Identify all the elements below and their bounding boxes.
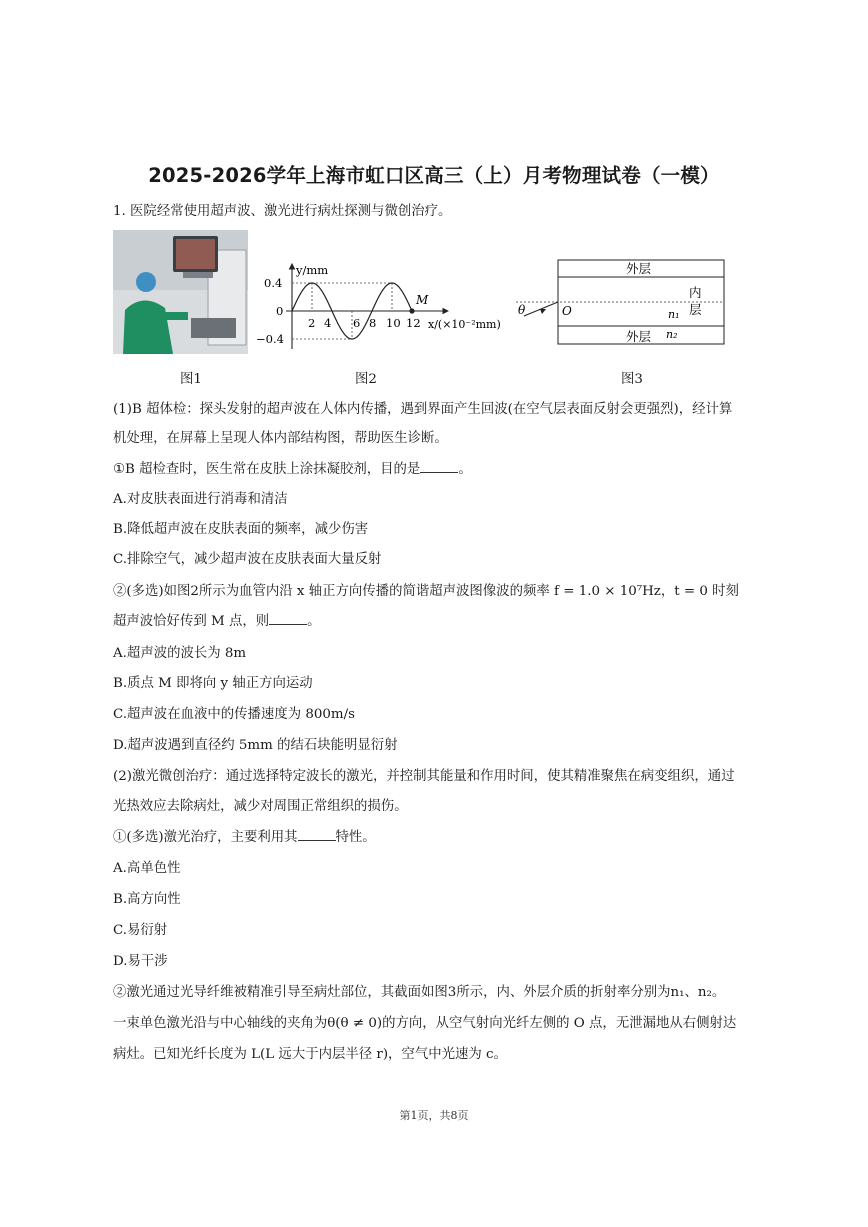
- part2-question-2-line-2: 一束单色激光沿与中心轴线的夹角为θ(θ ≠ 0)的方向，从空气射向光纤左侧的 O 点，无泄漏地从右侧射达: [113, 1016, 737, 1031]
- option-a: A.高单色性: [113, 861, 181, 876]
- n2-label: n₂: [666, 328, 678, 341]
- inner-layer-label-1: 内: [689, 285, 702, 300]
- point-m: [409, 308, 414, 313]
- page-title: 2025-2026学年上海市虹口区高三（上）月考物理试卷（一模）: [148, 164, 720, 187]
- x-tick-6: 6: [353, 316, 361, 330]
- option-c: C.易衍射: [113, 923, 168, 938]
- answer-blank: [298, 828, 336, 841]
- figure-2-wave-graph: [252, 256, 514, 356]
- option-a: A.超声波的波长为 8m: [113, 646, 247, 661]
- part1-question-2-end: 。: [307, 614, 321, 629]
- y-tick-neg-0-4: −0.4: [256, 332, 284, 346]
- page-footer: 第1页，共8页: [399, 1109, 469, 1122]
- part2-question-1-end: 特性。: [335, 830, 376, 845]
- option-c: C.超声波在血液中的传播速度为 800m/s: [113, 707, 355, 722]
- option-b: B.降低超声波在皮肤表面的频率，减少伤害: [113, 522, 369, 537]
- figure-3-optical-fiber: [506, 256, 728, 348]
- theta-label: θ: [518, 303, 526, 317]
- option-b: B.质点 M 即将向 y 轴正方向运动: [113, 676, 313, 691]
- part2-heading-cont: 光热效应去除病灶，减少对周围正常组织的损伤。: [113, 799, 408, 814]
- question-1-intro: 1. 医院经常使用超声波、激光进行病灶探测与微创治疗。: [113, 204, 452, 219]
- figure-1-photo: [113, 230, 248, 354]
- option-d: D.易干涉: [113, 954, 168, 969]
- option-c: C.排除空气，减少超声波在皮肤表面大量反射: [113, 552, 382, 567]
- answer-blank: [269, 612, 307, 625]
- figure-2-caption: 图2: [355, 372, 377, 387]
- y-tick-0: 0: [276, 304, 284, 318]
- part2-question-2-line-1: ②激光通过光导纤维被精准引导至病灶部位，其截面如图3所示，内、外层介质的折射率分别为n₁、n₂。: [113, 985, 726, 1000]
- part1-question-2-cont: [113, 612, 758, 632]
- part1-heading-cont: 机处理，在屏幕上呈现人体内部结构图，帮助医生诊断。: [113, 431, 448, 446]
- part1-heading: (1)B 超体检：探头发射的超声波在人体内传播，遇到界面产生回波(在空气层表面反射会更强烈)，经计算: [113, 402, 733, 417]
- option-a: A.对皮肤表面进行消毒和清洁: [113, 492, 288, 507]
- option-b: B.高方向性: [113, 892, 181, 907]
- n1-label: n₁: [668, 308, 680, 321]
- x-tick-2: 2: [308, 316, 316, 330]
- part2-question-1: [113, 828, 758, 848]
- part2-question-1-text: ①(多选)激光治疗，主要利用其: [113, 830, 298, 845]
- point-m-label: M: [416, 293, 429, 307]
- x-tick-12: 12: [406, 316, 421, 330]
- origin-label: O: [562, 304, 572, 318]
- x-axis-label: x/(×10⁻²mm): [428, 318, 501, 331]
- x-tick-8: 8: [369, 316, 377, 330]
- part1-question-2-cont-text: 超声波恰好传到 M 点，则: [113, 614, 270, 629]
- x-tick-4: 4: [324, 316, 332, 330]
- outer-layer-bottom-label: 外层: [626, 329, 652, 344]
- part1-question-1-text: ①B 超检查时，医生常在皮肤上涂抹凝胶剂，目的是: [113, 462, 421, 477]
- outer-layer-top-label: 外层: [626, 261, 652, 276]
- figure-1-caption: 图1: [180, 372, 202, 387]
- part2-heading: (2)激光微创治疗：通过选择特定波长的激光，并控制其能量和作用时间，使其精准聚焦在病变组织，通过: [113, 769, 735, 784]
- part2-question-2-line-3: 病灶。已知光纤长度为 L(L 远大于内层半径 r)，空气中光速为 c。: [113, 1047, 507, 1062]
- figure-3-caption: 图3: [621, 372, 643, 387]
- part1-question-2: ②(多选)如图2所示为血管内沿 x 轴正方向传播的简谐超声波图像波的频率 f = 1.0 × 10⁷Hz，t = 0 时刻: [113, 584, 739, 599]
- part1-question-1-end: 。: [458, 462, 472, 477]
- y-axis-label: y/mm: [296, 263, 329, 277]
- option-d: D.超声波遇到直径约 5mm 的结石块能明显衍射: [113, 738, 398, 753]
- inner-layer-label-2: 层: [689, 302, 702, 317]
- answer-blank: [420, 460, 458, 473]
- y-tick-0-4: 0.4: [264, 276, 283, 290]
- x-tick-10: 10: [386, 316, 401, 330]
- part1-question-1: [113, 460, 758, 480]
